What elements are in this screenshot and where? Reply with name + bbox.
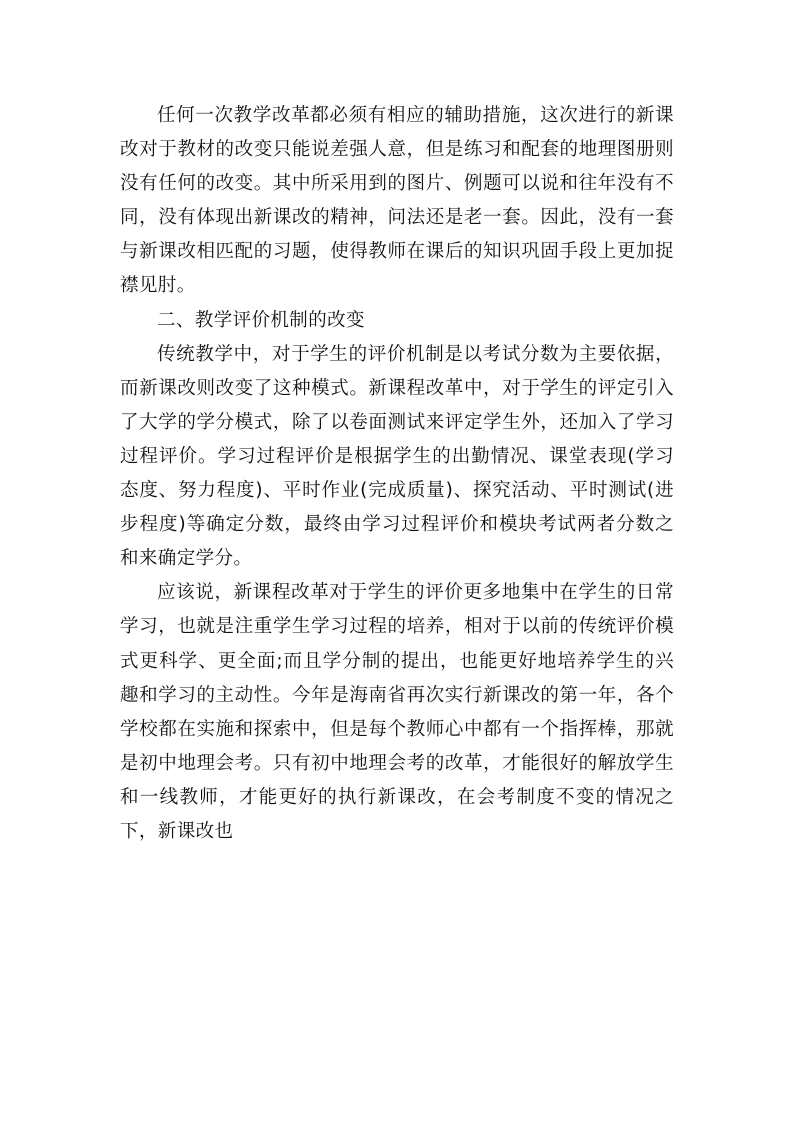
paragraph-supporting-measures: 任何一次教学改革都必须有相应的辅助措施，这次进行的新课改对于教材的改变只能说差强人意，但是练习和配套的地理图册则没有任何的改变。其中所采用到的图片、例题可以说和往年没有不同，没有体现出新课改的精神，问法还是老一套。因此，没有一套与新课改相匹配的习题，使得教师在课后的知识巩固手段上更加捉襟见肘。 xyxy=(120,105,674,297)
paragraph-reform-evaluation: 应该说，新课程改革对于学生的评价更多地集中在学生的日常学习，也就是注重学生学习过程的培养，相对于以前的传统评价模式更科学、更全面;而且学分制的提出，也能更好地培养学生的兴趣和学习的主动性。今年是海南省再次实行新课改的第一年，各个学校都在实施和探索中，但是每个教师心中都有一个指挥棒，那就是初中地理会考。只有初中地理会考的改革，才能很好的解放学生和一线教师，才能更好的执行新课改，在会考制度不变的情况之下，新课改也 xyxy=(120,582,674,842)
section-heading-evaluation-mechanism: 二、教学评价机制的改变 xyxy=(157,309,365,331)
document-body xyxy=(120,99,674,849)
paragraph-traditional-evaluation: 传统教学中，对于学生的评价机制是以考试分数为主要依据，而新课改则改变了这种模式。新课程改革中，对于学生的评定引入了大学的学分模式，除了以卷面测试来评定学生外，还加入了学习过程评价。学习过程评价是根据学生的出勤情况、课堂表现(学习态度、努力程度)、平时作业(完成质量)、探究活动、平时测试(进步程度)等确定分数，最终由学习过程评价和模块考试两者分数之和来确定学分。 xyxy=(120,343,674,570)
